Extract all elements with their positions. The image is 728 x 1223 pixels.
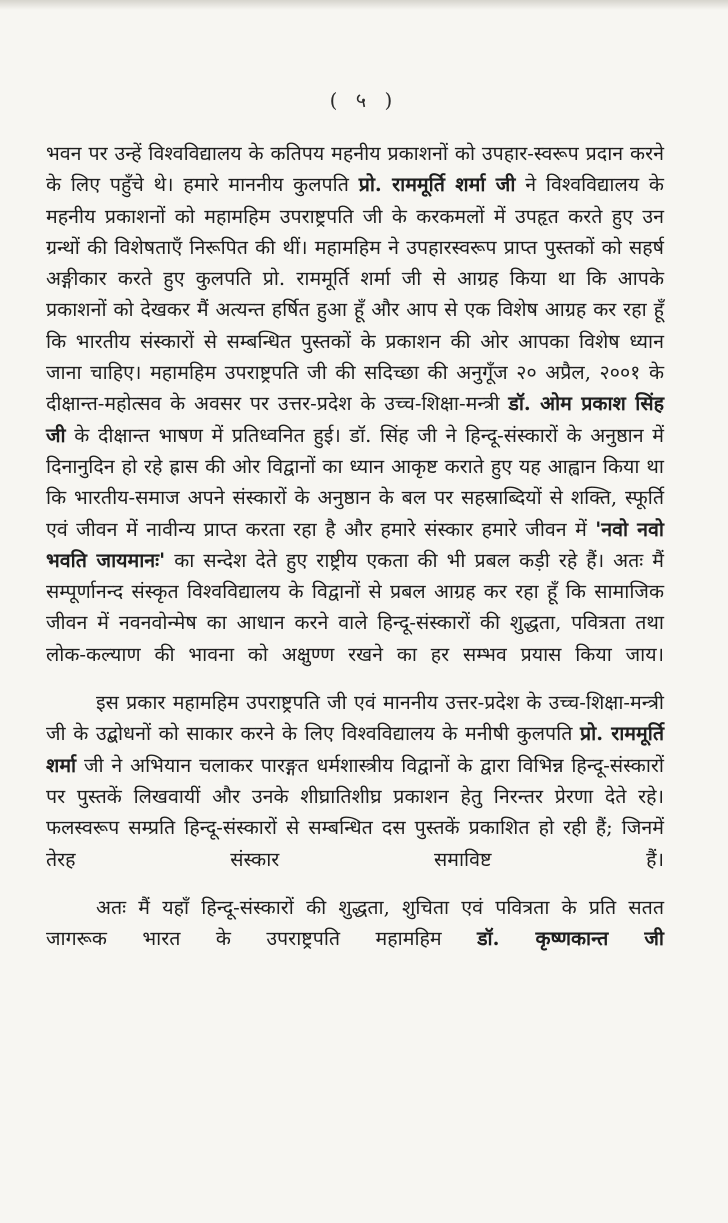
p1-seg-2: ने विश्वविद्यालय के महनीय प्रकाशनों को महामहिम उपराष्ट्रपति जी के करकमलों में उपहृत करते हुए उन ग्रन्थों की विशेषताएँ निरूपित की थीं। महामहिम ने उपहारस्वरूप प्राप्त पुस्तकों को सहर्ष अङ्गीकार करते हुए कुलपति प्रो. राममूर्ति शर्मा जी से आग्रह किया था कि आपके प्रकाशनों को देखकर मैं अत्यन्त हर्षित हुआ हूँ और आप से एक विशेष आग्रह कर रहा हूँ कि भारतीय संस्कारों से सम्बन्धित पुस्तकों के प्रकाशन की ओर आपका विशेष ध्यान जाना चाहिए। महामहिम उपराष्ट्रपति जी की सदिच्छा की अनुगूँज २० अप्रैल, २००१ के दीक्षान्त-महोत्सव के अवसर पर उत्तर-प्रदेश के उच्च-शिक्षा-मन्त्री xyxy=(46,173,664,416)
p1-seg-1: भवन पर उन्हें विश्वविद्यालय के कतिपय महनीय प्रकाशनों को उपहार-स्वरूप प्रदान करने के लिए पहुँचे थे। हमारे माननीय कुलपति xyxy=(46,142,664,197)
scan-edge xyxy=(0,0,728,10)
p2-seg-2: जी ने अभियान चलाकर पारङ्गत धर्मशास्त्रीय विद्वानों के द्वारा विभिन्न हिन्दू-संस्कारों पर पुस्तकें लिखवायीं और उनके शीघ्रातिशीघ्र प्रकाशन हेतु निरन्तर प्रेरणा देते रहे। फलस्वरूप सम्प्रति हिन्दू-संस्कारों से सम्बन्धित दस पुस्तकें प्रकाशित हो रही हैं; जिनमें तेरह संस्कार समाविष्ट हैं। xyxy=(46,753,664,871)
p1-bold-name-1: प्रो. राममूर्ति शर्मा जी xyxy=(358,173,516,197)
paragraph-2 xyxy=(46,687,664,875)
p1-seg-3: के दीक्षान्त भाषण में प्रतिध्वनित हुई। डॉ. सिंह जी ने हिन्दू-संस्कारों के अनुष्ठान में दिनानुदिन हो रहे ह्रास की ओर विद्वानों का ध्यान आकृष्ट कराते हुए यह आह्वान किया था कि भारतीय-समाज अपने संस्कारों के अनुष्ठान के बल पर सहस्राब्दियों से शक्ति, स्फूर्ति एवं जीवन में नावीन्य प्राप्त करता रहा है और हमारे संस्कार हमारे जीवन में xyxy=(46,423,664,541)
p1-bold-name-2: डॉ. ओम प्रकाश सिंह जी xyxy=(46,392,664,447)
p2-seg-1: इस प्रकार महामहिम उपराष्ट्रपति जी एवं माननीय उत्तर-प्रदेश के उच्च-शिक्षा-मन्त्री जी के उद्बोधनों को साकार करने के लिए विश्वविद्यालय के मनीषी कुलपति xyxy=(46,691,664,746)
body-text xyxy=(46,138,664,954)
page-number: ( ५ ) xyxy=(329,88,399,112)
p3-bold-name: डॉ. कृष्णकान्त जी xyxy=(477,927,664,951)
paragraph-1 xyxy=(46,138,664,670)
p1-seg-4: का सन्देश देते हुए राष्ट्रीय एकता की भी प्रबल कड़ी रहे हैं। अतः मैं सम्पूर्णानन्द संस्कृत विश्वविद्यालय के विद्वानों से प्रबल आग्रह कर रहा हूँ कि सामाजिक जीवन में नवनवोन्मेष का आधान करने वाले हिन्दू-संस्कारों की शुद्धता, पवित्रता तथा लोक-कल्याण की भावना को अक्षुण्ण रखने का हर सम्भव प्रयास किया जाय। xyxy=(46,548,665,666)
paragraph-3 xyxy=(46,892,664,955)
p2-bold-name: प्रो. राममूर्ति शर्मा xyxy=(46,722,664,777)
p1-bold-quote: 'नवो नवो भवति जायमानः' xyxy=(46,517,665,572)
p3-seg-1: अतः मैं यहाँ हिन्दू-संस्कारों की शुद्धता, शुचिता एवं पवित्रता के प्रति सतत जागरूक भारत के उपराष्ट्रपति महामहिम xyxy=(46,895,664,951)
